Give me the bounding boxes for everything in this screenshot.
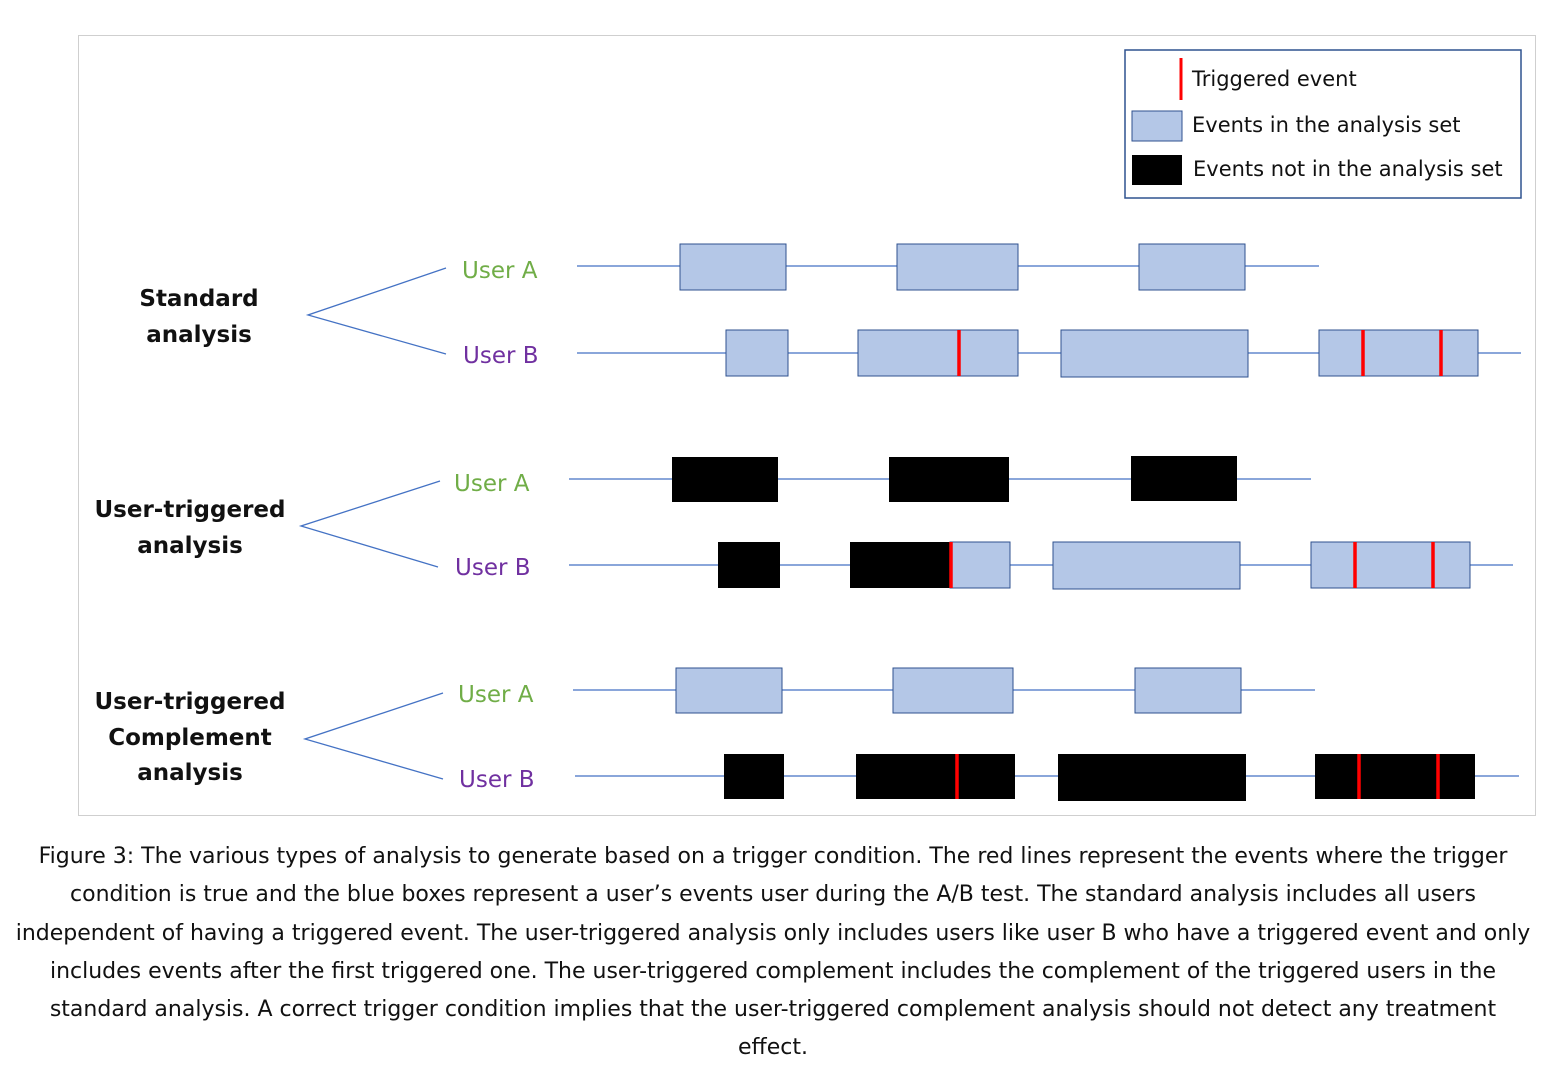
group-label-line: analysis	[137, 760, 243, 786]
event-box	[724, 754, 784, 799]
user-b-label: User B	[459, 767, 535, 793]
legend-not-in-set-swatch	[1132, 155, 1182, 185]
event-box	[1135, 668, 1241, 713]
bracket	[308, 268, 446, 354]
event-box	[1139, 244, 1245, 290]
analysis-diagram	[79, 36, 1535, 815]
event-box	[897, 244, 1018, 290]
group-label-line: Standard	[139, 286, 259, 312]
event-box	[726, 330, 788, 376]
timeline-user-b	[569, 542, 1513, 589]
event-box-segment-in	[950, 542, 1010, 588]
legend-not-in-set-label: Events not in the analysis set	[1193, 157, 1503, 181]
event-box	[889, 457, 1009, 502]
timeline-user-a	[573, 668, 1315, 713]
group-user-triggered-complement	[94, 668, 1519, 801]
group-label-line: Complement	[108, 725, 272, 751]
event-box	[1058, 754, 1246, 801]
legend-triggered-label: Triggered event	[1192, 67, 1357, 91]
timeline-user-b	[577, 330, 1521, 377]
legend	[1125, 50, 1521, 198]
event-box	[672, 457, 778, 502]
event-box	[1319, 330, 1478, 376]
event-box-split	[850, 542, 1010, 588]
event-box	[893, 668, 1013, 713]
figure-caption: Figure 3: The various types of analysis to generate based on a trigger condition. The red lines represent the events where the trigger condition is true and the blue boxes represent a user’s events user during the A/B test. The standard analysis includes all users independent of having a triggered event. The user-triggered analysis only includes users like user B who have a triggered event and only includes events after the first triggered one. The user-triggered complement includes the complement of the triggered users in the standard analysis. A correct trigger condition implies that the user-triggered complement analysis should not detect any treatment effect.	[15, 844, 1531, 1061]
user-a-label: User A	[462, 258, 538, 284]
event-box-segment-out	[850, 542, 950, 588]
event-box	[1315, 754, 1475, 799]
user-b-label: User B	[455, 555, 531, 581]
timeline-user-a	[569, 456, 1311, 502]
user-a-label: User A	[458, 682, 534, 708]
group-label-line: analysis	[137, 533, 243, 559]
user-b-label: User B	[463, 343, 539, 369]
bracket	[305, 693, 443, 779]
event-box	[858, 330, 1018, 376]
event-box	[856, 754, 1015, 799]
event-box	[718, 542, 780, 588]
legend-in-set-label: Events in the analysis set	[1192, 113, 1461, 137]
timeline-user-b	[575, 754, 1519, 801]
timeline-user-a	[577, 244, 1319, 290]
group-standard	[139, 244, 1521, 377]
group-label-line: User-triggered	[94, 689, 286, 715]
event-box	[1311, 542, 1470, 588]
event-box	[1061, 330, 1248, 377]
event-box	[680, 244, 786, 290]
event-box	[676, 668, 782, 713]
event-box	[1053, 542, 1240, 589]
event-box	[1131, 456, 1237, 501]
group-user-triggered	[94, 456, 1513, 589]
group-label-line: analysis	[146, 322, 252, 348]
legend-in-set-swatch	[1132, 111, 1182, 141]
group-label-line: User-triggered	[94, 497, 286, 523]
bracket	[301, 481, 440, 567]
figure-frame	[78, 35, 1536, 816]
user-a-label: User A	[454, 471, 530, 497]
